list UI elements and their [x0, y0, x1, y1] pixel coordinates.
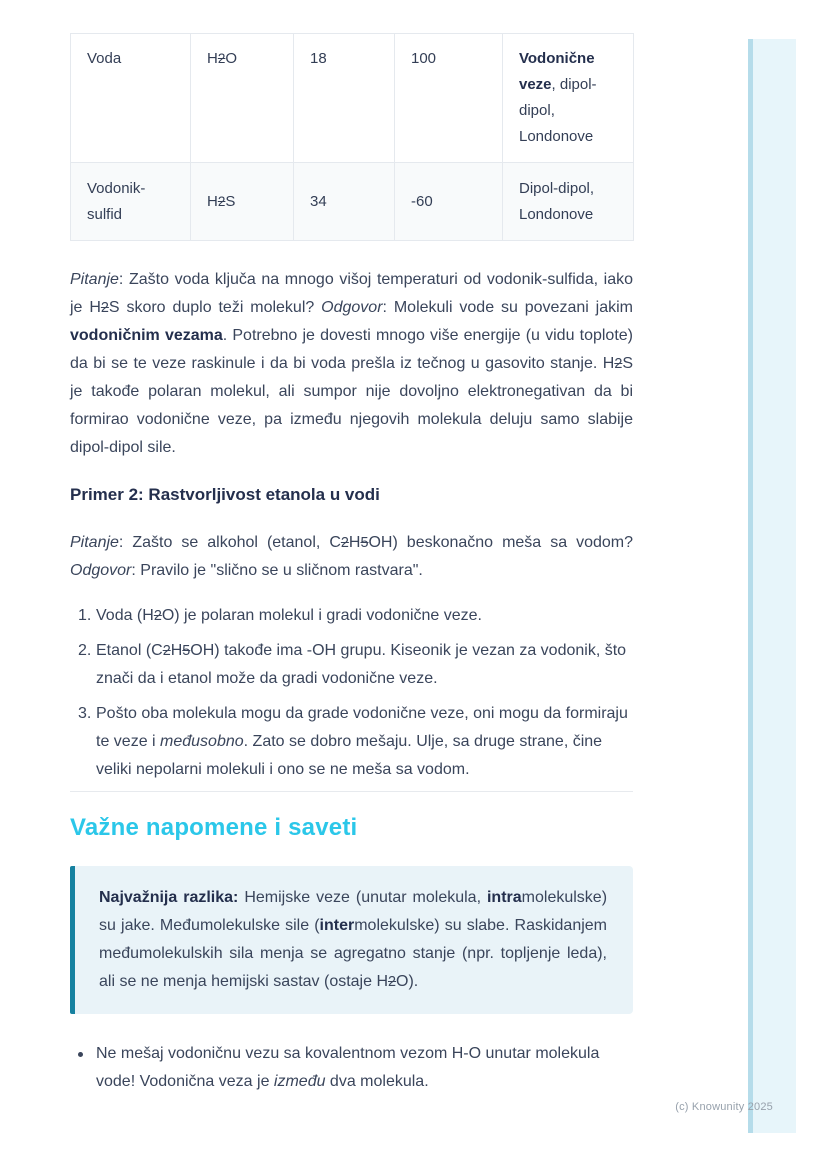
- cell-formula: [191, 163, 294, 241]
- paragraph-text: . Potrebno je dovesti mnogo više energije (u vidu toplote) da bi se te veze raskinule i da bi voda prešla iz tečnog u gasovito stanje. H: [70, 327, 633, 372]
- bullet-list: [70, 1040, 633, 1096]
- paragraph-text: OH) beskonačno meša sa vodom?: [368, 534, 633, 551]
- table-row-voda: [71, 34, 634, 163]
- question-answer-paragraph-2: [70, 529, 633, 585]
- list-number: 3.: [78, 705, 92, 722]
- section-heading: Važne napomene i saveti: [70, 814, 358, 841]
- pitanje-label: Pitanje: [70, 534, 119, 551]
- forces-rest: , dipol-dipol, Londonove: [519, 76, 597, 145]
- callout-text-run: Hemijske veze (unutar molekula,: [238, 889, 487, 906]
- list-text: O) je polaran molekul i gradi vodonične veze.: [161, 607, 482, 624]
- formula-part: O: [225, 50, 238, 67]
- cell-forces: [503, 163, 634, 241]
- bullet-item: [70, 1040, 633, 1096]
- formula-subscript: 2: [162, 643, 171, 659]
- substance-name: Vodonik-sulfid: [87, 179, 146, 223]
- substance-name: Voda: [87, 50, 122, 67]
- cell-boiling-point: [395, 34, 503, 163]
- italic-emphasis: međusobno: [160, 733, 244, 750]
- callout-text-run: molekulske) su slabe. Raskidanjem međumolekulskih sila menja se agregatno stanje (npr. topljenje leda), ali se ne menja hemijski sastav (ostaje H: [99, 917, 607, 990]
- forces-rest: Dipol-dipol, Londonove: [519, 179, 595, 223]
- list-text: Pošto oba molekula mogu da grade vodonične veze, oni mogu da formiraju te veze i: [96, 705, 628, 750]
- callout-text-run: molekulske) su jake. Međumolekulske sile (: [99, 889, 608, 934]
- formula-subscript: 2: [614, 356, 623, 372]
- cell-formula: [191, 34, 294, 163]
- callout-text: [99, 884, 607, 996]
- list-item: [70, 700, 633, 784]
- formula-subscript: 5: [182, 643, 191, 659]
- formula-part: H: [207, 50, 218, 67]
- paragraph-text: : Zašto voda ključa na mnogo višoj temperaturi od vodonik-sulfida, iako je H: [70, 271, 633, 316]
- callout-text-run: O).: [396, 973, 419, 990]
- callout-lead-bold: Najvažnija razlika:: [99, 889, 239, 906]
- primer-2-heading: Primer 2: Rastvorljivost etanola u vodi: [70, 485, 380, 504]
- numbered-list: [70, 602, 633, 784]
- formula-part: H: [207, 192, 218, 210]
- section-divider: [70, 791, 633, 792]
- odgovor-label: Odgovor: [70, 562, 132, 579]
- formula-part: S: [225, 192, 236, 210]
- list-text: Etanol (C: [96, 642, 163, 659]
- italic-emphasis: između: [273, 1073, 326, 1090]
- formula-subscript: 2: [153, 608, 162, 624]
- list-text: Voda (H: [96, 607, 154, 624]
- list-text: OH) takođe ima -OH grupu. Kiseonik je vezan za vodonik, što znači da i etanol može da gradi vodonične veze.: [96, 642, 627, 687]
- boiling-point-value: -60: [411, 192, 433, 210]
- list-item: [70, 602, 633, 630]
- important-note-callout: [70, 866, 633, 1014]
- formula-subscript: 2: [388, 974, 397, 990]
- formula-subscript: 2: [340, 535, 349, 551]
- cell-substance: [71, 34, 191, 163]
- bold-emphasis: inter: [319, 917, 355, 934]
- page-edge-highlight-strip: [748, 39, 796, 1133]
- bullet-text: dva molekula.: [325, 1073, 429, 1090]
- paragraph-text: : Molekuli vode su povezani jakim: [382, 299, 634, 316]
- bullet-dot: [78, 1052, 83, 1057]
- question-answer-paragraph-1: [70, 266, 633, 462]
- list-text: . Zato se dobro mešaju. Ulje, sa druge strane, čine veliki nepolarni molekuli i ono se ne meša sa vodom.: [96, 733, 603, 778]
- molar-mass-value: 34: [310, 192, 327, 210]
- formula-subscript: 2: [100, 300, 109, 316]
- list-item: [70, 637, 633, 693]
- properties-table: [70, 33, 634, 241]
- formula-subscript: 5: [360, 535, 369, 551]
- paragraph-text: H: [348, 534, 361, 551]
- paragraph-text: : Pravilo je "slično se u sličnom rastvara".: [131, 562, 423, 579]
- table-row-vodonik-sulfid: [71, 163, 634, 241]
- paragraph-text: S je takođe polaran molekul, ali sumpor nije dovoljno elektronegativan da bi formirao vodonične veze, pa između njegovih molekula deluju samo slabije dipol-dipol sile.: [70, 355, 633, 456]
- list-text: H: [170, 642, 183, 659]
- formula-subscript: 2: [217, 193, 226, 209]
- cell-substance: [71, 163, 191, 241]
- cell-molar-mass: [294, 34, 395, 163]
- formula-subscript: 2: [217, 51, 226, 66]
- paragraph-text: : Zašto se alkohol (etanol, C: [118, 534, 341, 551]
- cell-boiling-point: [395, 163, 503, 241]
- list-number: 2.: [78, 642, 92, 659]
- bullet-text: Ne mešaj vodoničnu vezu sa kovalentnom vezom H-O unutar molekula vode! Vodonična veza je: [96, 1045, 600, 1090]
- molar-mass-value: 18: [310, 50, 327, 67]
- copyright-note: (c) Knowunity 2025: [675, 1101, 773, 1113]
- cell-molar-mass: [294, 163, 395, 241]
- cell-forces: [503, 34, 634, 163]
- boiling-point-value: 100: [411, 50, 437, 67]
- list-number: 1.: [78, 607, 92, 624]
- bold-emphasis: vodoničnim vezama: [70, 327, 223, 344]
- paragraph-text: S skoro duplo teži molekul?: [108, 299, 322, 316]
- bold-emphasis: intra: [486, 889, 522, 906]
- page-content: [70, 33, 633, 1096]
- pitanje-label: Pitanje: [70, 271, 119, 288]
- forces-bold: Vodonične veze: [519, 50, 595, 93]
- odgovor-label: Odgovor: [321, 299, 383, 316]
